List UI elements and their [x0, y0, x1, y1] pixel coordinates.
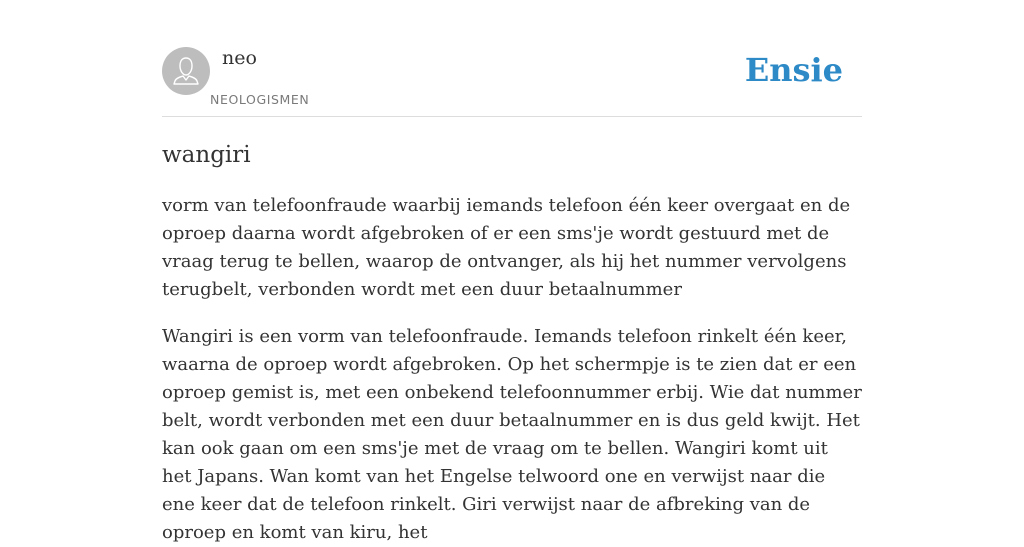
- author-name[interactable]: neo: [222, 47, 257, 69]
- entry-title: wangiri: [162, 142, 251, 168]
- collection-label[interactable]: NEOLOGISMEN: [210, 92, 310, 107]
- page-content: [162, 0, 862, 543]
- user-silhouette-icon: [162, 47, 210, 95]
- entry-header: [162, 0, 862, 117]
- avatar[interactable]: [162, 47, 210, 95]
- entry-definition: vorm van telefoonfraude waarbij iemands telefoon één keer overgaat en de oproep daarna wordt afgebroken of er een sms'je wordt gestuurd met de vraag terug te bellen, waarop de ontvanger, als hij het nummer vervolgens terugbelt, verbonden wordt met een duur betaalnummer: [162, 195, 851, 300]
- site-logo[interactable]: Ensie: [744, 51, 843, 89]
- entry-explanation: Wangiri is een vorm van telefoonfraude. Iemands telefoon rinkelt één keer, waarna de oproep wordt afgebroken. Op het schermpje is te zien dat er een oproep gemist is, met een onbekend telefoonnummer erbij. Wie dat nummer belt, wordt verbonden met een duur betaalnummer en is dus geld kwijt. Het kan ook gaan om een sms'je met de vraag om te bellen. Wangiri komt uit het Japans. Wan komt van het Engelse telwoord one en verwijst naar die ene keer dat de telefoon rinkelt. Giri verwijst naar de afbreking van de oproep en komt van kiru, het: [162, 326, 862, 543]
